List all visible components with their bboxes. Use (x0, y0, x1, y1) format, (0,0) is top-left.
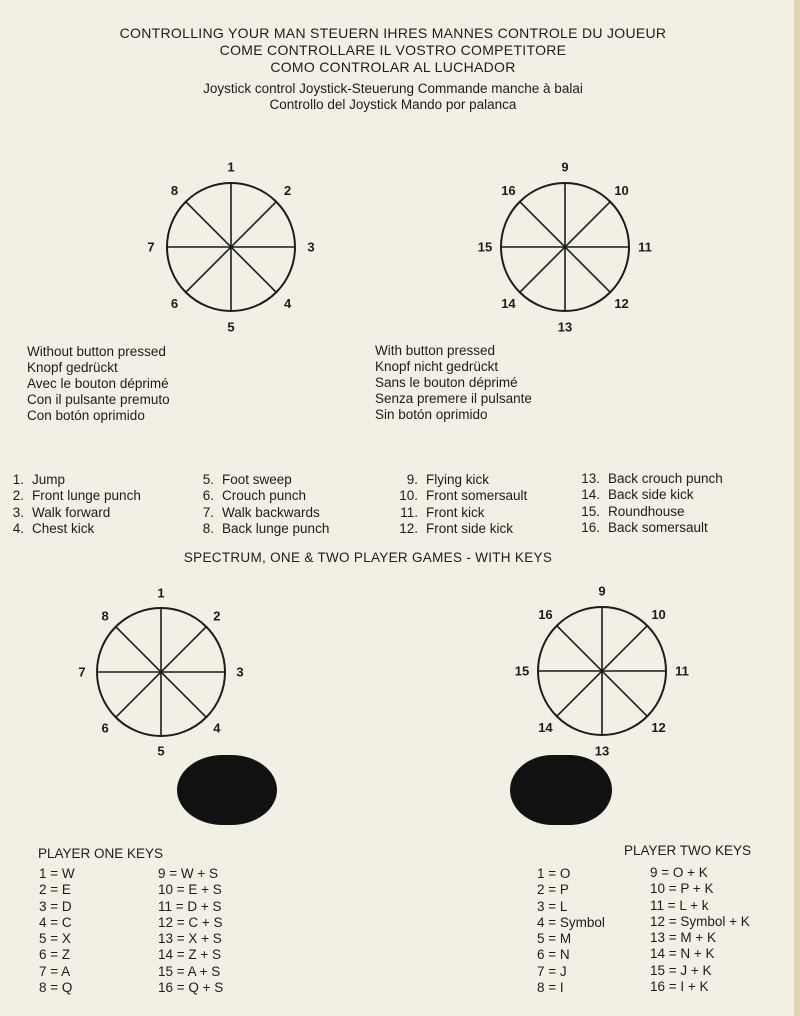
moves-column-1 (0, 472, 141, 538)
key-mapping: 12 = C + S (158, 914, 223, 930)
move-item: 11. Front kick (400, 504, 485, 520)
keys-dial-left (62, 585, 262, 765)
key-mapping: 14 = N + K (650, 946, 715, 962)
without-button-line: Con botón oprimido (27, 408, 145, 423)
without-button-line: Con il pulsante premuto (27, 392, 170, 407)
key-mapping: 7 = J (537, 963, 567, 979)
player-one-keys-col1 (39, 866, 75, 996)
dial-direction-label: 2 (213, 608, 221, 624)
key-mapping: 1 = W (39, 866, 75, 881)
dial-direction-label: 1 (227, 160, 235, 175)
spectrum-heading: SPECTRUM, ONE & TWO PLAYER GAMES - WITH KEYS (183, 550, 553, 565)
subtitle-line-2: Controllo del Joystick Mando por palanca (269, 97, 517, 112)
key-mapping: 10 = E + S (158, 882, 222, 898)
key-mapping: 11 = L + k (650, 897, 709, 913)
move-item: 4. Chest kick (12, 521, 95, 537)
dial-direction-label: 14 (501, 296, 516, 312)
move-item: 6. Crouch punch (202, 488, 307, 504)
player-two-title: PLAYER TWO KEYS (624, 843, 752, 858)
move-item: 8. Back lunge punch (202, 521, 330, 537)
move-item: 5. Foot sweep (202, 472, 292, 487)
dial-direction-label: 10 (614, 182, 629, 198)
with-button-line: Sin botón oprimido (375, 407, 488, 422)
move-item: 3. Walk forward (12, 504, 111, 520)
title-line-2: COME CONTROLLARE IL VOSTRO COMPETITORE (219, 42, 567, 58)
key-mapping: 6 = N (537, 947, 570, 963)
move-item: 7. Walk backwards (202, 504, 320, 520)
with-button-line: Knopf nicht gedrückt (375, 359, 499, 374)
key-mapping: 6 = Z (39, 947, 71, 963)
key-mapping: 8 = Q (39, 980, 73, 996)
moves-column-3 (394, 472, 527, 538)
key-mapping: 4 = C (39, 914, 72, 930)
with-button-line: With button pressed (375, 343, 496, 358)
dial-direction-label: 6 (170, 296, 179, 312)
keys-dial-right (502, 585, 702, 765)
key-mapping: 13 = M + K (650, 930, 717, 946)
dial-direction-label: 3 (236, 664, 244, 680)
dial-direction-label: 13 (594, 743, 610, 759)
key-mapping: 15 = J + K (650, 962, 712, 978)
with-button-list (375, 343, 532, 423)
subtitle-line-1: Joystick control Joystick-Steuerung Commande manche à balai (203, 81, 583, 96)
black-blob-right (510, 755, 612, 825)
without-button-list (27, 344, 170, 424)
key-mapping: 8 = I (537, 980, 564, 996)
key-mapping: 15 = A + S (158, 963, 221, 979)
move-item: 12. Front side kick (399, 521, 514, 537)
key-mapping: 14 = Z + S (158, 947, 222, 963)
page-edge (794, 0, 800, 1016)
move-item: 9. Flying kick (406, 472, 490, 487)
key-mapping: 2 = E (39, 882, 71, 898)
move-item: 2. Front lunge punch (12, 488, 141, 504)
black-blob-left (177, 755, 277, 825)
dial-direction-label: 15 (477, 239, 493, 255)
player-two-keys-col1 (537, 866, 605, 996)
move-item: 13. Back crouch punch (581, 471, 723, 486)
key-mapping: 16 = Q + S (158, 980, 224, 996)
with-button-line: Sans le bouton déprimé (375, 375, 518, 390)
dial-direction-label: 10 (651, 606, 666, 622)
dial-direction-label: 8 (101, 608, 109, 624)
dial-direction-label: 13 (557, 319, 573, 335)
without-button-line: Knopf gedrückt (27, 360, 118, 375)
key-mapping: 5 = M (537, 931, 572, 947)
move-item: 10. Front somersault (399, 488, 528, 504)
without-button-line: Without button pressed (27, 344, 166, 359)
key-mapping: 13 = X + S (158, 931, 222, 947)
key-mapping: 9 = O + K (650, 865, 708, 880)
move-item: 15. Roundhouse (581, 503, 685, 519)
dial-direction-label: 16 (501, 182, 516, 198)
dial-direction-label: 9 (561, 160, 569, 175)
title-line-1: CONTROLLING YOUR MAN STEUERN IHRES MANNES CONTROLE DU JOUEUR (119, 25, 667, 41)
dial-direction-label: 11 (675, 663, 689, 679)
player-one-title: PLAYER ONE KEYS (38, 846, 164, 861)
move-item: 1. Jump (12, 472, 66, 487)
without-button-line: Avec le bouton déprimé (27, 376, 169, 391)
dial-direction-label: 7 (78, 664, 86, 680)
dial-direction-label: 6 (101, 720, 109, 736)
dial-direction-label: 12 (614, 296, 629, 312)
moves-column-2 (190, 472, 329, 538)
key-mapping: 11 = D + S (158, 898, 222, 914)
dial-direction-label: 11 (638, 239, 652, 255)
dial-direction-label: 14 (538, 720, 553, 736)
key-mapping: 16 = I + K (650, 979, 709, 995)
dial-direction-label: 8 (170, 182, 179, 198)
title-line-3: COMO CONTROLAR AL LUCHADOR (270, 59, 516, 75)
dial-direction-label: 3 (307, 239, 315, 255)
dial-direction-label: 9 (598, 585, 606, 599)
key-mapping: 3 = D (39, 898, 72, 914)
move-item: 16. Back somersault (581, 520, 708, 536)
player-two-keys-col2 (650, 865, 750, 995)
dial-direction-label: 7 (147, 239, 155, 255)
player-one-keys-col2 (158, 866, 223, 996)
joystick-dial-left (130, 160, 330, 340)
dial-direction-label: 4 (283, 296, 292, 312)
key-mapping: 9 = W + S (158, 866, 219, 881)
key-mapping: 7 = A (39, 963, 71, 979)
with-button-line: Senza premere il pulsante (375, 391, 532, 406)
dial-direction-label: 15 (514, 663, 530, 679)
key-mapping: 4 = Symbol (537, 914, 605, 930)
dial-direction-label: 5 (227, 319, 235, 335)
key-mapping: 3 = L (537, 898, 568, 914)
key-mapping: 2 = P (537, 882, 569, 898)
key-mapping: 10 = P + K (650, 881, 714, 897)
dial-direction-label: 2 (283, 182, 292, 198)
joystick-dial-right (465, 160, 665, 340)
move-item: 14. Back side kick (581, 487, 694, 503)
moves-column-4 (576, 471, 723, 537)
key-mapping: 5 = X (39, 931, 71, 947)
dial-direction-label: 16 (538, 606, 553, 622)
key-mapping: 1 = O (537, 866, 571, 881)
key-mapping: 12 = Symbol + K (650, 913, 750, 929)
dial-direction-label: 5 (157, 743, 165, 759)
dial-direction-label: 12 (651, 720, 666, 736)
dial-direction-label: 1 (157, 585, 165, 601)
dial-direction-label: 4 (213, 720, 221, 736)
